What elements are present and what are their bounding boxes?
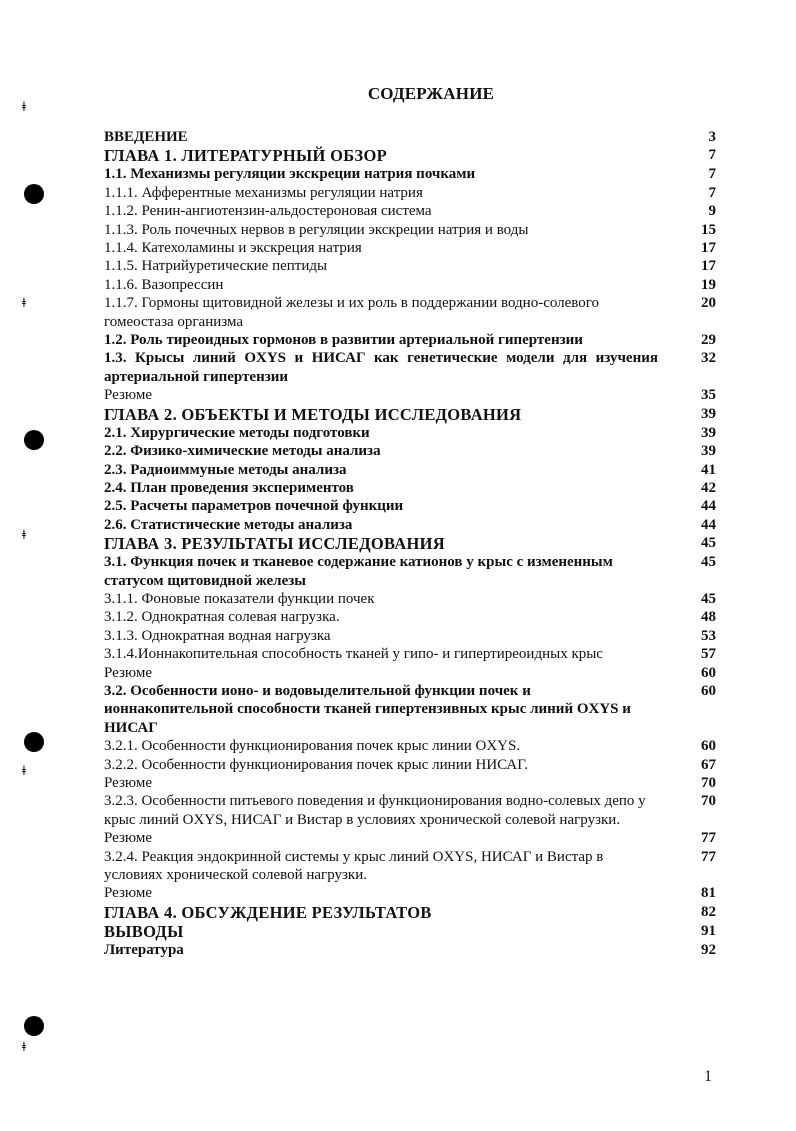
punch-hole (24, 184, 44, 204)
toc-entry[interactable]: 2.3. Радиоиммуные методы анализа 41 (104, 461, 716, 478)
toc-entry[interactable]: 3.2.3. Особенности питьевого поведения и функционирования водно-солевых депо у крыс линий OXYS, НИСАГ и Вистар в условиях хронической солевой нагрузки. 70 (104, 793, 716, 828)
toc-entry[interactable]: 1.1.1. Афферентные механизмы регуляции натрия 7 (104, 184, 716, 201)
toc-entry[interactable]: 3.1.3. Однократная водная нагрузка 53 (104, 627, 716, 644)
toc-entry[interactable]: 1.1.5. Натрийуретические пептиды 17 (104, 258, 716, 275)
punch-hole (24, 430, 44, 450)
toc-entry[interactable]: 1.1.3. Роль почечных нервов в регуляции экскреции натрия и воды 15 (104, 221, 716, 238)
toc-entry[interactable]: Резюме 60 (104, 664, 716, 681)
toc-entry[interactable]: Резюме 77 (104, 830, 716, 847)
binder-mark: ǂ (22, 100, 26, 115)
toc-entry[interactable]: Резюме 35 (104, 387, 716, 404)
toc-entry[interactable]: 2.2. Физико-химические методы анализа 39 (104, 443, 716, 460)
toc-entry[interactable]: 1.1. Механизмы регуляции экскреции натрия почками 7 (104, 166, 716, 183)
toc-entry[interactable]: 2.5. Расчеты параметров почечной функции 44 (104, 498, 716, 515)
binder-mark: ǂ (22, 528, 26, 543)
punch-hole (24, 732, 44, 752)
toc-entry[interactable]: 3.2.2. Особенности функционирования почек крыс линии НИСАГ. 67 (104, 756, 716, 773)
page-number: 1 (704, 1068, 712, 1085)
toc-entry[interactable]: ВВЕДЕНИЕ 3 (104, 129, 716, 145)
toc-entry[interactable]: 3.2.4. Реакция эндокринной системы у крыс линий OXYS, НИСАГ и Вистар в условиях хронической солевой нагрузки. 77 (104, 848, 716, 884)
toc-entry[interactable]: ГЛАВА 3. РЕЗУЛЬТАТЫ ИССЛЕДОВАНИЯ 45 (104, 534, 716, 554)
toc-entry[interactable]: 1.1.7. Гормоны щитовидной железы и их роль в поддержании водно-солевого гомеостаза организма 20 (104, 295, 716, 330)
toc-entry[interactable]: 1.1.2. Ренин-ангиотензин-альдостероновая система 9 (104, 203, 716, 220)
binder-mark: ǂ (22, 296, 26, 311)
toc-entry[interactable]: 3.2.1. Особенности функционирования почек крыс линии OXYS. 60 (104, 738, 716, 755)
toc-entry[interactable]: Резюме 81 (104, 885, 716, 902)
toc-entry[interactable]: 3.1.4.Ионнакопительная способность тканей у гипо- и гипертиреоидных крыс 57 (104, 646, 716, 663)
toc-entry[interactable]: 2.4. План проведения экспериментов 42 (104, 479, 716, 496)
toc-entry[interactable]: 1.3. Крысы линий OXYS и НИСАГ как генетические модели для изучения артериальной гипертензии 32 (104, 350, 716, 385)
toc-entry[interactable]: ГЛАВА 2. ОБЪЕКТЫ И МЕТОДЫ ИССЛЕДОВАНИЯ 39 (104, 404, 716, 424)
binder-mark: ǂ (22, 1040, 26, 1055)
toc-entry[interactable]: 2.1. Хирургические методы подготовки 39 (104, 424, 716, 441)
toc-entry[interactable]: ГЛАВА 4. ОБСУЖДЕНИЕ РЕЗУЛЬТАТОВ 82 (104, 902, 716, 922)
toc-entry[interactable]: 1.1.4. Катехоламины и экскреция натрия 17 (104, 240, 716, 257)
toc-entry[interactable]: 1.2. Роль тиреоидных гормонов в развитии артериальной гипертензии 29 (104, 332, 716, 349)
toc-entry[interactable]: 3.2. Особенности ионо- и водовыделительной функции почек и ионнакопительной способности тканей гипертензивных крыс линий OXYS и НИСАГ 60 (104, 682, 716, 736)
toc-entry[interactable]: ВЫВОДЫ 91 (104, 921, 716, 941)
toc-entry[interactable]: ГЛАВА 1. ЛИТЕРАТУРНЫЙ ОБЗОР 7 (104, 146, 716, 166)
table-of-contents (104, 128, 716, 959)
toc-entry[interactable]: 1.1.6. Вазопрессин 19 (104, 276, 716, 293)
toc-entry[interactable]: 3.1. Функция почек и тканевое содержание катионов у крыс с измененным статусом щитовидной железы 45 (104, 554, 716, 589)
toc-entry[interactable]: 3.1.2. Однократная солевая нагрузка. 48 (104, 609, 716, 626)
toc-entry[interactable]: Литература 92 (104, 941, 716, 958)
binder-mark: ǂ (22, 764, 26, 779)
toc-entry[interactable]: 3.1.1. Фоновые показатели функции почек 45 (104, 590, 716, 607)
toc-entry[interactable]: Резюме 70 (104, 775, 716, 791)
page-title: СОДЕРЖАНИЕ (367, 84, 495, 103)
toc-entry[interactable]: 2.6. Статистические методы анализа 44 (104, 516, 716, 533)
punch-hole (24, 1016, 44, 1036)
